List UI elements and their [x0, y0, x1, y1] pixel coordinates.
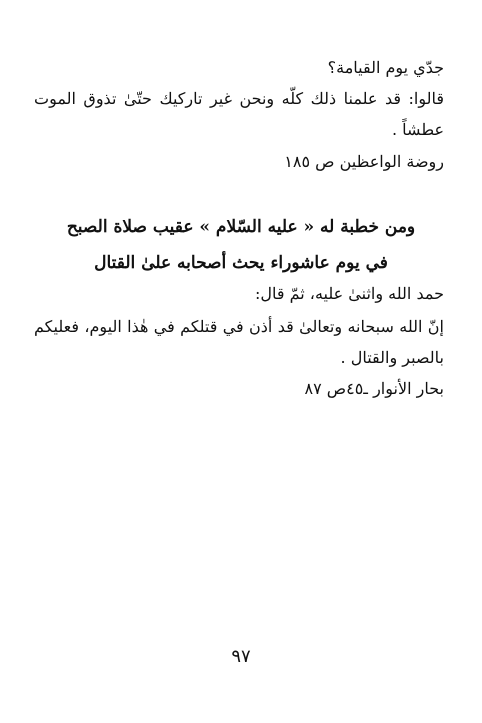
section-heading-line-1: ومن خطبة له « عليه السّلام » عقيب صلاة الصبح — [66, 217, 416, 237]
text-line-6: بالصبر والقتال . — [340, 348, 444, 367]
text-line-4: حمد الله واثنىٰ عليه، ثمّ قال: — [254, 284, 444, 303]
text-line-5: إنّ الله سبحانه وتعالىٰ قد أذن في قتلكم في هٰذا اليوم، فعليكم — [34, 317, 444, 336]
text-line-1: جدّي يوم القيامة؟ — [327, 58, 444, 77]
section-heading-line-2: في يوم عاشوراء يحث أصحابه علىٰ القتال — [94, 253, 388, 273]
source-citation-1: روضة الواعظين ص ١٨٥ — [284, 152, 444, 171]
page-number: ٩٧ — [231, 646, 251, 667]
text-line-3: عطشاً . — [392, 120, 444, 139]
source-citation-2: بحار الأنوار ـ٤٥ص ٨٧ — [304, 379, 444, 398]
text-line-2: قالوا: قد علمنا ذلك كلّه ونحن غير تاركيك حتّىٰ تذوق الموت — [34, 89, 444, 108]
